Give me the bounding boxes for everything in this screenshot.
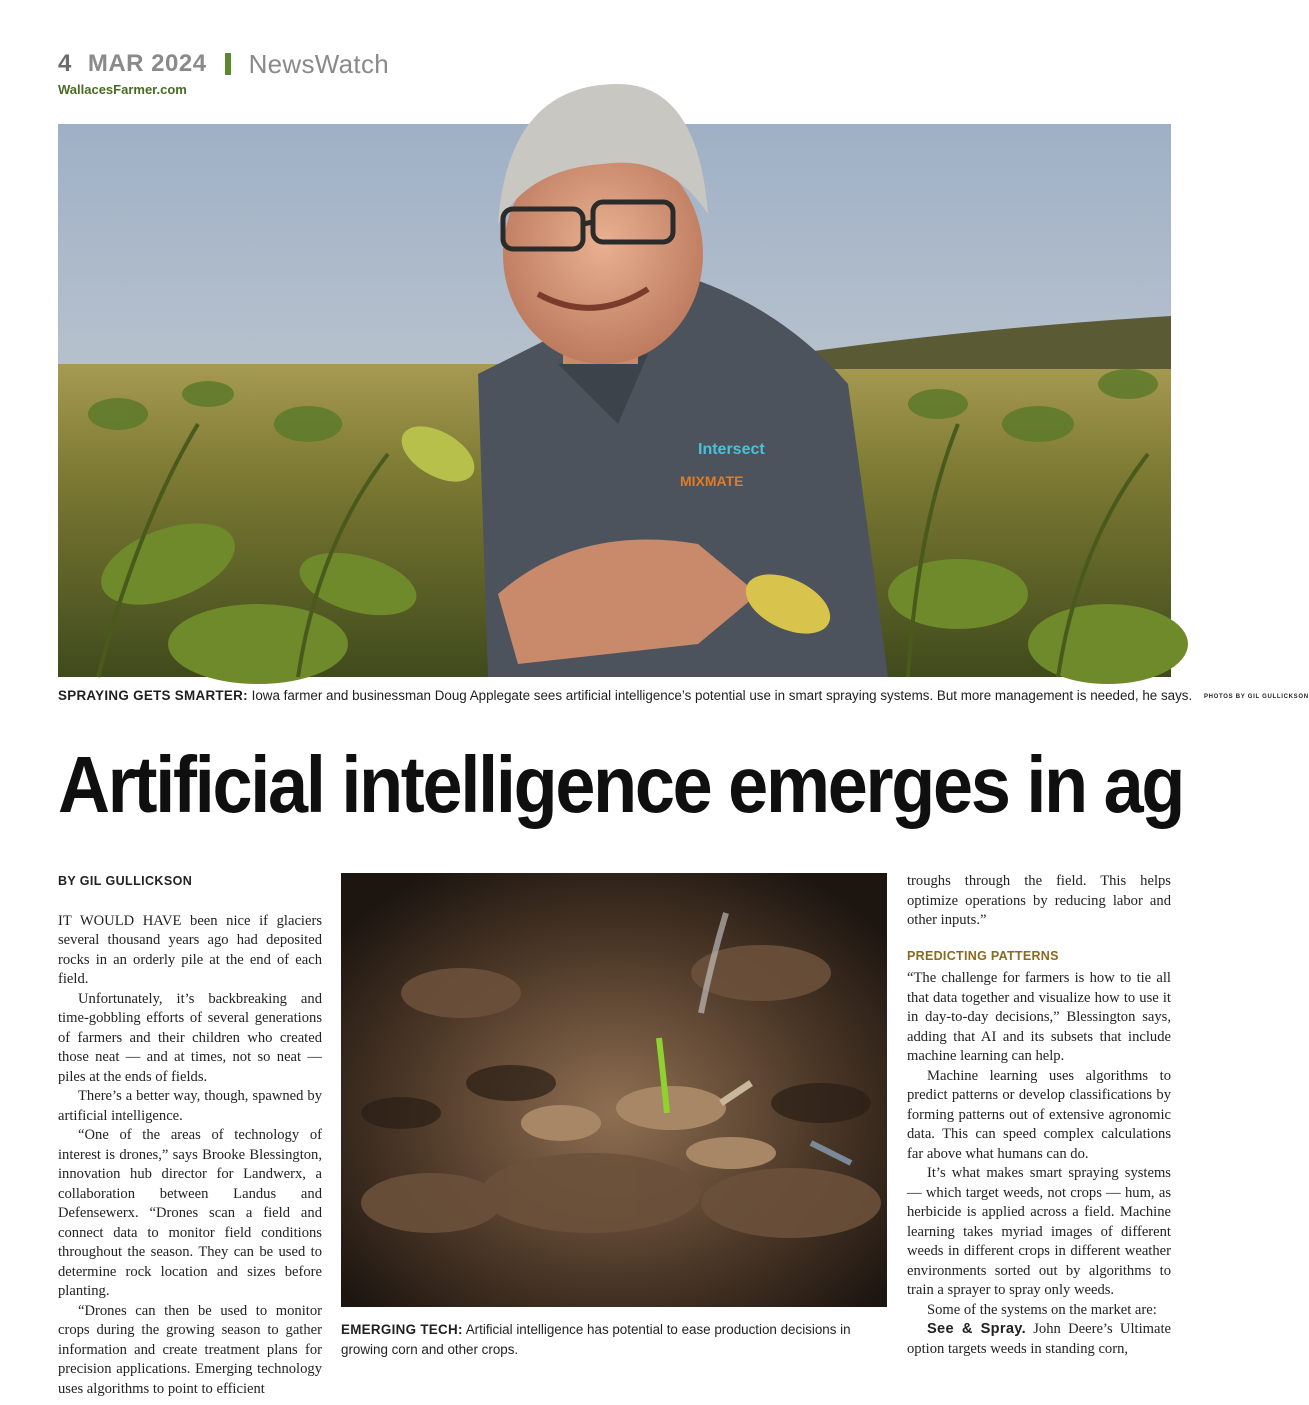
paragraph-8: It’s what makes smart spraying systems — which target weeds, not crops — hum, as herbicide is applied across a field. Machine learning takes myriad images of different weeds in different crops in different weather environments sorted out by algorithms to train a sprayer to spray only weeds. [907,1165,1171,1298]
paragraph-9: Some of the systems on the market are: [927,1301,1157,1318]
issue-date: MAR 2024 [87,50,207,77]
hero-caption-text: Iowa farmer and businessman Doug Applegate sees artificial intelligence’s potential use in smart spraying systems. But more management is needed, he says. [251,688,1193,703]
lead-in-caps: IT WOULD HAVE [58,912,182,929]
site-url[interactable]: WallacesFarmer.com [58,82,187,97]
photo-credit: PHOTOS BY GIL GULLICKSON [1203,694,1309,700]
soil-photo-caption [341,1320,887,1359]
soil-photo [341,873,887,1307]
paragraph-3: There’s a better way, though, spawned by artificial intelligence. [58,1088,322,1124]
paragraph-2: Unfortunately, it’s backbreaking and time-gobbling efforts of several generations of farmers and their children who created those neat — and at times, not so neat — piles at the ends of fields. [58,990,322,1085]
paragraph-10: See & Spray. John Deere’s Ultimate option targets weeds in standing corn, [907,1321,1171,1357]
paragraph-5: “Drones can then be used to monitor crops during the growing season to gather information and create treatment plans for precision applications. Emerging technology uses algorithms to point to efficient [58,1302,322,1397]
section-divider [225,53,231,75]
byline: BY GIL GULLICKSON [58,874,193,888]
paragraph-7: Machine learning uses algorithms to predict patterns or develop classifications by forming patterns out of extensive agronomic data. This can speed complex calculations far above what humans can do. [907,1067,1171,1162]
hero-caption [58,688,1309,703]
runin-see-spray: See & Spray. [927,1321,1026,1337]
article-headline: Artificial intelligence emerges in ag [58,740,1184,829]
subhead-predicting-patterns: PREDICTING PATTERNS [907,948,1059,963]
hero-photo [58,124,1171,677]
paragraph-4: “One of the areas of technology of interest is drones,” says Brooke Blessington, innovation hub director for Landwerx, a collaboration between Landus and Defensewerx. “Drones scan a field and connect data to monitor field conditions throughout the season. They can be used to determine rock location and sizes before planting. [58,1127,322,1299]
article-column-right [907,872,1171,1359]
shirt-logo-mixmate: MIXMATE [680,473,744,489]
masthead [58,44,389,84]
section-name: NewsWatch [248,48,390,79]
soil-caption-text: Artificial intelligence has potential to ease production decisions in growing corn and other crops. [341,1322,851,1357]
paragraph-continued: troughs through the field. This helps optimize operations by reducing labor and other inputs.” [907,873,1171,928]
paragraph-6: “The challenge for farmers is how to tie all that data together and visualize how to use it in day-to-day decisions,” Blessington says, adding that AI and its subsets that include machine learning can help. [907,970,1171,1064]
hero-caption-kicker: SPRAYING GETS SMARTER: [58,688,248,703]
paragraph-1: IT WOULD HAVE been nice if glaciers several thousand years ago had deposited rocks in an orderly pile at the end of each field. [58,912,322,987]
article-column-left [58,872,322,1399]
page-number: 4 [58,50,72,77]
soil-caption-kicker: EMERGING TECH: [341,1322,463,1337]
shirt-logo-intersect: Intersect [698,441,765,458]
